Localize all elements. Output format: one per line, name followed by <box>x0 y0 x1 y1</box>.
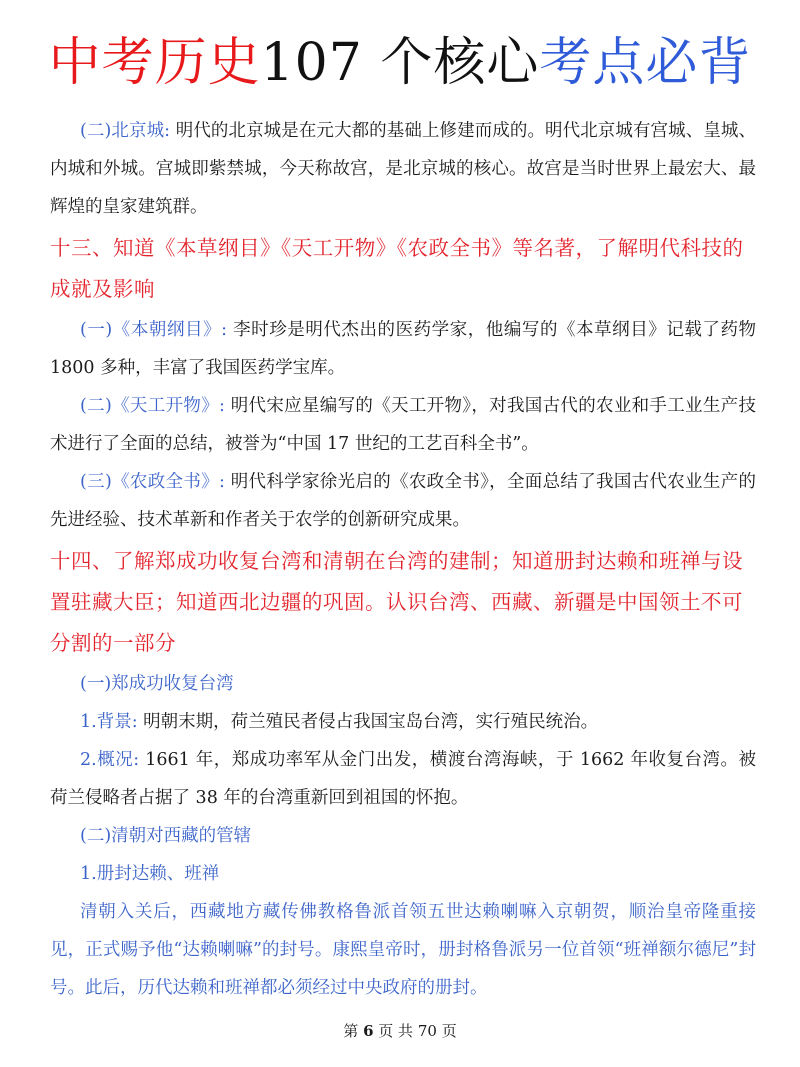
document-body <box>50 112 756 1007</box>
page-title <box>0 28 800 98</box>
text-overview: 1661 年，郑成功率军从金门出发，横渡台湾海峡，于 1662 年收复台湾。被荷兰侵略者占据了 38 年的台湾重新回到祖国的怀抱。 <box>50 750 757 808</box>
label-background: 1.背景: <box>80 712 138 732</box>
title-part-1: 中考历史 <box>48 33 261 93</box>
subheading-zheng: (一)郑成功收复台湾 <box>80 674 234 694</box>
label-tiangong: (二)《天工开物》: <box>80 396 225 416</box>
subheading-tibet: (二)清朝对西藏的管辖 <box>80 826 252 846</box>
heading-14: 十四、了解郑成功收复台湾和清朝在台湾的建制；知道册封达赖和班禅与设置驻藏大臣；知道西北边疆的巩固。认识台湾、西藏、新疆是中国领土不可分割的一部分 <box>50 549 743 655</box>
label-nongzheng: (三)《农政全书》: <box>80 472 225 492</box>
subheading-cefeng: 1.册封达赖、班禅 <box>80 864 220 884</box>
paragraph-nongzheng <box>50 463 756 539</box>
page-footer <box>0 1020 800 1041</box>
text-nongzheng: 明代科学家徐光启的《农政全书》，全面总结了我国古代农业生产的先进经验、技术革新和作者关于农学的创新研究成果。 <box>50 472 756 530</box>
heading-13: 十三、知道《本草纲目》《天工开物》《农政全书》等名著，了解明代科技的成就及影响 <box>50 236 744 301</box>
title-part-3: 考点必背 <box>539 33 752 93</box>
footer-mid: 页 共 <box>378 1022 414 1040</box>
label-bencao: (一)《本朝纲目》: <box>80 320 227 340</box>
footer-post: 页 <box>441 1022 457 1040</box>
title-part-2: 107 个核心 <box>260 33 540 93</box>
text-bencao: 李时珍是明代杰出的医药学家，他编写的《本草纲目》记载了药物 1800 多种，丰富了我国医药学宝库。 <box>50 320 756 378</box>
label-beijing: (二)北京城: <box>80 121 171 141</box>
paragraph-background <box>50 703 756 741</box>
label-overview: 2.概况: <box>80 750 140 770</box>
paragraph-bencao <box>50 311 756 387</box>
footer-pre: 第 <box>343 1022 359 1040</box>
text-background: 明朝末期，荷兰殖民者侵占我国宝岛台湾，实行殖民统治。 <box>143 712 599 732</box>
footer-total-pages: 70 <box>417 1022 437 1040</box>
paragraph-overview <box>50 741 756 817</box>
paragraph-beijing <box>50 112 756 226</box>
text-beijing: 明代的北京城是在元大都的基础上修建而成的。明代北京城有宫城、皇城、内城和外城。宫城即紫禁城，今天称故宫，是北京城的核心。故宫是当时世界上最宏大、最辉煌的皇家建筑群。 <box>50 121 756 217</box>
paragraph-cefeng: 清朝入关后，西藏地方藏传佛教格鲁派首领五世达赖喇嘛入京朝贺，顺治皇帝隆重接见，正式赐予他“达赖喇嘛”的封号。康熙皇帝时，册封格鲁派另一位首领“班禅额尔德尼”封号。此后，历代达赖和班禅都必须经过中央政府的册封。 <box>50 902 756 998</box>
text-tiangong: 明代宋应星编写的《天工开物》，对我国古代的农业和手工业生产技术进行了全面的总结，被誉为“中国 17 世纪的工艺百科全书”。 <box>50 396 756 454</box>
footer-page-number: 6 <box>363 1022 374 1040</box>
paragraph-tiangong <box>50 387 756 463</box>
